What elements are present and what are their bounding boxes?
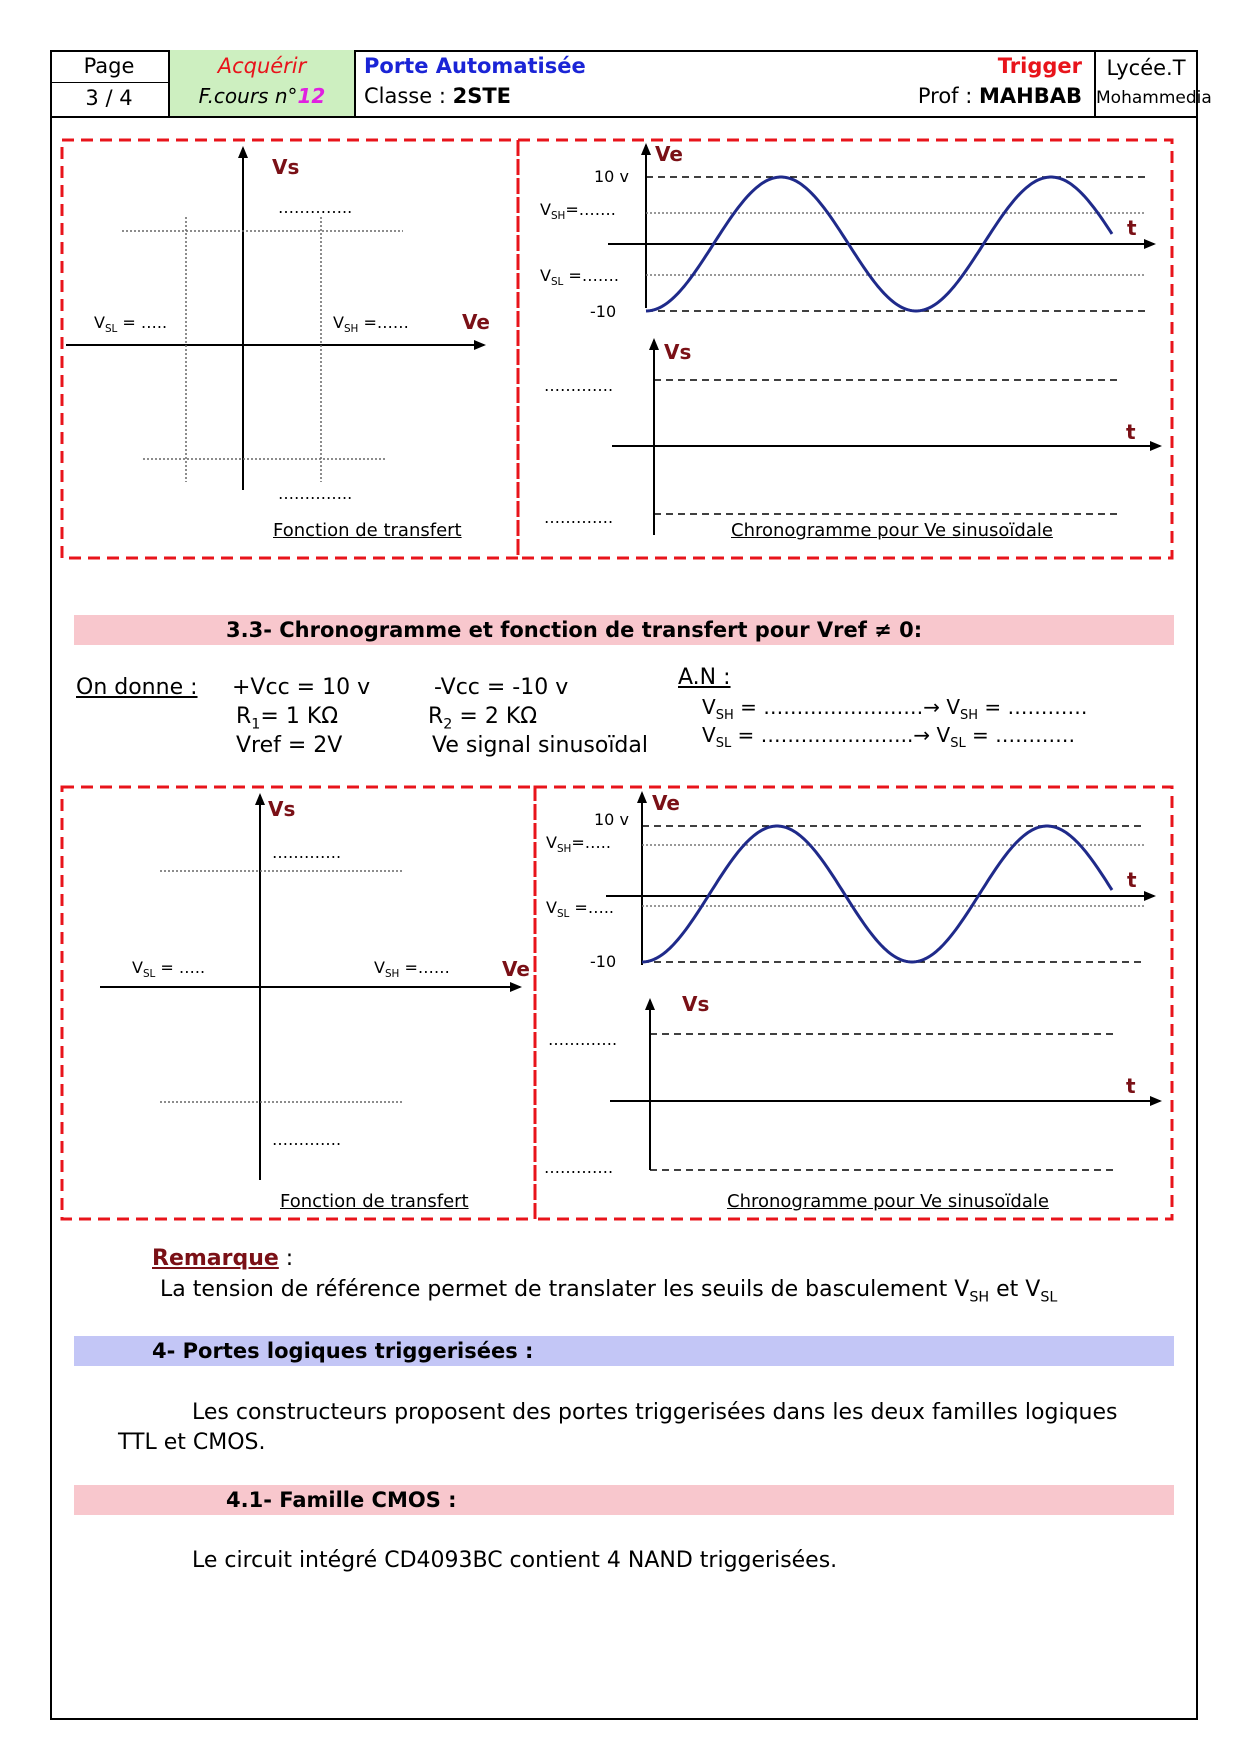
remarque-sub-sl: SL: [1040, 1289, 1058, 1306]
page-number: 3 / 4: [85, 86, 133, 110]
acquerir-label: Acquérir: [217, 54, 307, 78]
d1-ve-label: Ve: [462, 310, 490, 334]
an-vsh-b: = …………: [978, 695, 1088, 719]
c1-vsh-sub: SH: [550, 210, 566, 223]
d2-vsh-sub: SH: [384, 968, 400, 981]
d2-ve-label: Ve: [502, 957, 530, 981]
topic: Trigger: [997, 54, 1082, 78]
c2-dots-top: ………….: [548, 1030, 618, 1049]
r1-b: = 1 KΩ: [260, 704, 339, 729]
c1-caption: Chronogramme pour Ve sinusoïdale: [731, 520, 1053, 541]
an-vsh-a: = ……………………: [733, 695, 924, 719]
c2-sine-wave: [642, 826, 1112, 962]
an-vsl-sub2: SL: [950, 736, 966, 751]
an-vsh: $V_{SH}$ = ……………………→ $V_{SH}$ = …………: [702, 695, 1088, 723]
remarque-colon: :: [278, 1246, 294, 1271]
c2-vsh: $V_{SH}=\dots$..: [546, 833, 611, 856]
c2-dots-bottom: ………….: [544, 1158, 614, 1177]
c2-caption: Chronogramme pour Ve sinusoïdale: [727, 1191, 1049, 1212]
section-4-para-2: TTL et CMOS.: [118, 1430, 266, 1455]
d2-vsh-tail: =……: [399, 958, 450, 977]
classe-value: 2STE: [452, 84, 511, 108]
d1-vsh-sub: SH: [343, 323, 359, 336]
given-r2: [428, 704, 537, 732]
c1-vsl-sub: SL: [550, 276, 564, 289]
d1-vsl-v: V: [94, 313, 105, 332]
remarque-heading: [152, 1246, 293, 1271]
fcours-prefix: F.cours n°: [198, 84, 298, 108]
c2-vsl-tail: =…..: [569, 898, 615, 917]
remarque-label: Remarque: [152, 1246, 279, 1271]
d2-vs-label: Vs: [268, 797, 296, 821]
d1-vsl-tail: = …..: [117, 313, 168, 332]
school-name: Lycée.T: [1106, 56, 1186, 80]
d2-vsl: $V_{SL}$ = …..: [132, 958, 206, 981]
given-ve-signal: Ve signal sinusoïdal: [432, 733, 648, 758]
d2-vsl-tail: = …..: [155, 958, 206, 977]
classe-label: Classe :: [364, 84, 453, 108]
an-vsl-sub: SL: [715, 736, 732, 751]
r1-sub: 1: [251, 716, 261, 733]
d1-vsh-v: V: [333, 313, 344, 332]
an-label: A.N :: [678, 665, 731, 690]
prof-value: MAHBAB: [979, 84, 1082, 108]
remarque-text: [160, 1277, 1057, 1305]
an-vsl-b: = …………: [965, 723, 1076, 747]
c1-minus-ten-label: -10: [590, 302, 617, 321]
c1-vs-label: Vs: [664, 340, 692, 364]
c1-vsh: $V_{SH}=\dots\dots$.: [540, 200, 616, 223]
d2-vsh: $V_{SH}$ =……: [374, 958, 450, 981]
given-vcc-neg: -Vcc = -10 v: [434, 675, 569, 700]
c1-dots-top: ………….: [544, 376, 614, 395]
section-3-3-title: 3.3- Chronogramme et fonction de transfert pour Vref ≠ 0:: [74, 615, 1174, 645]
c2-vsl: $V_{SL}$ =…..: [546, 898, 615, 921]
an-vsh-sub2: SH: [960, 708, 979, 723]
given-r1: [236, 704, 338, 732]
d1-vsl-sub: SL: [104, 323, 118, 336]
box-chrono-2: [535, 787, 1172, 1219]
c2-vs-label: Vs: [682, 992, 710, 1016]
r2-b: = 2 KΩ: [452, 704, 538, 729]
section-4-1-text: Le circuit intégré CD4093BC contient 4 NAND triggerisées.: [192, 1548, 838, 1573]
an-vsl: $V_{SL}$ = …………………..→ $V_{SL}$ = …………: [702, 723, 1076, 751]
d2-dots-bottom: ………….: [272, 1130, 342, 1149]
an-vsh-sub: SH: [715, 708, 734, 723]
arrow-icon: →: [923, 695, 940, 719]
given-label: On donne :: [76, 675, 198, 700]
c1-t-label: t: [1127, 216, 1137, 240]
c2-ve-label: Ve: [652, 791, 680, 815]
c1-vsl: $V_{SL}$ =…….: [540, 266, 619, 289]
d2-vsl-sub: SL: [142, 968, 156, 981]
given-vcc-pos: +Vcc = 10 v: [232, 675, 371, 700]
arrow-icon: →: [913, 723, 931, 747]
c2-minus-ten-label: -10: [590, 952, 617, 971]
c1-ten-label: 10 v: [594, 167, 629, 186]
d2-caption: Fonction de transfert: [280, 1191, 469, 1212]
remarque-text-a: La tension de référence permet de translater les seuils de basculement V: [160, 1277, 970, 1302]
c2-vsl-sub: SL: [556, 908, 570, 921]
an-vsl-a: = …………………..: [731, 723, 914, 747]
d1-dots-bottom: …………..: [278, 484, 353, 503]
given-vref: Vref = 2V: [236, 733, 343, 758]
c1-ve-label: Ve: [655, 142, 683, 166]
c1-vsh-tail: =…….: [565, 200, 616, 219]
doc-title: Porte Automatisée: [364, 54, 586, 78]
d2-dots-top: ………….: [272, 843, 342, 862]
c2-t2-label: t: [1126, 1074, 1136, 1098]
d1-vs-label: Vs: [272, 155, 300, 179]
c1-vsl-tail: =…….: [563, 266, 619, 285]
school-city: Mohammedia: [1096, 88, 1212, 108]
section-4-title: 4- Portes logiques triggerisées :: [74, 1336, 1174, 1366]
d1-vsh-tail: =……: [358, 313, 409, 332]
c1-t2-label: t: [1126, 420, 1136, 444]
section-4-1-title: 4.1- Famille CMOS :: [74, 1485, 1174, 1515]
d1-vsh: [333, 313, 409, 335]
remarque-text-mid: et V: [989, 1277, 1041, 1302]
c2-vsh-tail: =…..: [571, 833, 611, 852]
c2-t-label: t: [1127, 868, 1137, 892]
r2-a: R: [428, 704, 444, 729]
d1-caption: Fonction de transfert: [273, 520, 462, 541]
page-label: Page: [83, 54, 135, 78]
box-chrono-1: [518, 140, 1172, 558]
fcours-number: 12: [297, 84, 326, 108]
c2-vsh-sub: SH: [556, 843, 572, 856]
r1-a: R: [236, 704, 252, 729]
c2-ten-label: 10 v: [594, 810, 629, 829]
d1-dots-top: …………..: [278, 198, 353, 217]
section-4-para-1: Les constructeurs proposent des portes triggerisées dans les deux familles logiques: [192, 1400, 1118, 1425]
remarque-sub-sh: SH: [969, 1289, 990, 1306]
r2-sub: 2: [443, 716, 453, 733]
c1-dots-bottom: ………….: [544, 508, 614, 527]
prof-label: Prof :: [917, 84, 979, 108]
d1-vsl: [94, 313, 167, 335]
